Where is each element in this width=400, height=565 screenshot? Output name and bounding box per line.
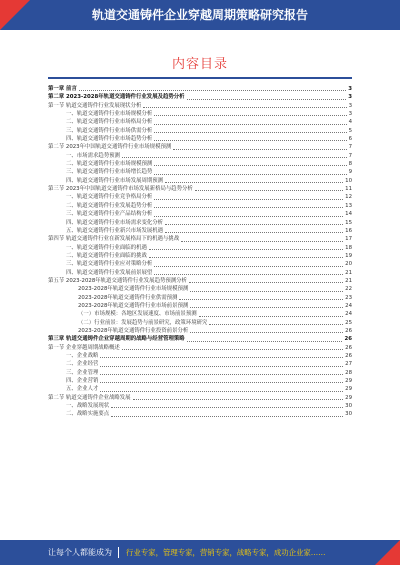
toc-entry[interactable] — [48, 177, 352, 185]
toc-entry-page: 29 — [345, 394, 352, 401]
toc-entry[interactable] — [48, 152, 352, 160]
toc-entry-text: 第三节 2023年中国轨道交通铸件市场发展新格局与趋势分析 — [48, 186, 193, 193]
toc-leader-dots — [179, 299, 343, 300]
toc-entry-text: 三、企业管理 — [66, 369, 99, 376]
toc-entry[interactable] — [48, 193, 352, 201]
toc-entry-text: 二、轨道交通铸件行业市场规模预测 — [66, 161, 153, 168]
toc-entry[interactable] — [48, 302, 352, 310]
toc-entry-page: 14 — [345, 211, 352, 218]
toc-leader-dots — [165, 224, 343, 225]
toc-entry-text: 第二节 轨道交通铸件企业战略发展 — [48, 394, 131, 401]
toc-entry-text: 第一节 轨道交通铸件行业发展现状分析 — [48, 102, 142, 109]
toc-entry-page: 6 — [348, 136, 352, 143]
toc-entry[interactable] — [48, 219, 352, 227]
toc-entry[interactable] — [48, 235, 352, 243]
footer-subtitle: 行业专家，管理专家，营销专家，战略专家，成功企业家…… — [126, 548, 326, 557]
toc-entry-page: 26 — [345, 353, 352, 359]
report-header — [0, 0, 400, 30]
toc-entry-page: 18 — [345, 244, 352, 251]
toc-entry-page: 30 — [345, 403, 352, 410]
toc-entry-text: 2023-2028年轨道交通铸件行业市场规模预测 — [78, 286, 189, 293]
toc-leader-dots — [143, 107, 346, 108]
toc-entry[interactable] — [48, 352, 352, 360]
toc-entry-text: 四、轨道交通铸件行业市场趋势分析 — [66, 136, 153, 143]
toc-entry-text: （一）市场规模：各地区发展速度、市场前景预测 — [78, 311, 197, 318]
toc-entry-page: 30 — [345, 411, 352, 418]
toc-entry[interactable] — [48, 377, 352, 385]
toc-entry[interactable] — [48, 285, 352, 293]
toc-entry[interactable] — [48, 110, 352, 118]
toc-leader-dots — [149, 257, 343, 258]
toc-entry[interactable] — [48, 410, 352, 418]
toc-entry-page: 10 — [345, 177, 352, 184]
toc-leader-dots — [173, 149, 346, 150]
toc-entry-page: 9 — [348, 169, 352, 176]
toc-leader-dots — [122, 157, 347, 158]
toc-entry-page: 26 — [345, 327, 352, 334]
toc-title: 内容目录 — [171, 57, 228, 72]
toc-leader-dots — [154, 274, 343, 275]
report-title: 轨道交通铸件企业穿越周期策略研究报告 — [91, 8, 308, 22]
toc-entry-page: 16 — [345, 227, 352, 234]
toc-entry[interactable] — [48, 269, 352, 277]
toc-entry-text: 第二节 2023年中国轨道交通铸件行业市场规模预测 — [48, 144, 172, 151]
toc-leader-dots — [165, 232, 343, 233]
toc-entry-text: 2023-2028年轨道交通铸件行业供需预测 — [78, 294, 178, 301]
toc-entry-page: 24 — [345, 302, 352, 309]
toc-entry-text: 一、轨道交通铸件行业面临的机遇 — [66, 244, 147, 251]
toc-leader-dots — [154, 266, 343, 267]
toc-leader-dots — [187, 341, 343, 342]
toc-entry-text: 第二章 2023-2028年轨道交通铸件行业发展及趋势分析 — [48, 94, 185, 101]
toc-entry[interactable] — [48, 135, 352, 143]
toc-entry[interactable] — [48, 385, 352, 393]
toc-entry-text: 第五节 2023-2028年轨道交通铸件行业发展趋势预测分析 — [48, 277, 187, 284]
toc-leader-dots — [100, 391, 343, 392]
toc-entry-page: 27 — [345, 361, 352, 368]
toc-leader-dots — [154, 140, 346, 141]
toc-leader-dots — [190, 332, 343, 333]
toc-entry-text: （二）行业前景：发展趋势与前景研究，政策环境研究 — [78, 319, 208, 326]
toc-entry[interactable] — [48, 394, 352, 402]
toc-entry-text: 一、轨道交通铸件行业市场规模分析 — [66, 111, 153, 118]
toc-entry-page: 20 — [345, 261, 352, 268]
toc-entry-page: 3 — [348, 102, 352, 109]
toc-entry-page: 28 — [345, 369, 352, 376]
toc-entry-page: 13 — [345, 202, 352, 209]
toc-entry-text: 第四节 轨道交通铸件行业在新发展格局下的机遇与挑战 — [48, 236, 180, 243]
toc-entry[interactable] — [48, 360, 352, 368]
toc-entry[interactable] — [48, 277, 352, 285]
toc-leader-dots — [111, 416, 343, 417]
toc-entry-page: 21 — [345, 269, 352, 276]
red-corner-decoration — [0, 0, 30, 30]
toc-leader-dots — [100, 382, 343, 383]
toc-entry[interactable] — [48, 143, 352, 151]
toc-entry-page: 19 — [345, 252, 352, 259]
toc-entry-text: 第三章 轨道交通铸件企业穿越周期的战略与经营管理策略 — [48, 336, 185, 343]
toc-entry-page: 12 — [345, 194, 352, 201]
toc-entry-text: 二、轨道交通铸件行业面临的挑战 — [66, 252, 147, 259]
footer-slogan: 让每个人都能成为 — [48, 548, 112, 557]
toc-entry[interactable] — [48, 260, 352, 268]
toc-entry-text: 第一节 企业穿越周期战略概述 — [48, 344, 120, 351]
toc-entry[interactable] — [48, 327, 352, 335]
toc-entry[interactable] — [48, 294, 352, 302]
toc-leader-dots — [154, 165, 346, 166]
toc-entry[interactable] — [48, 344, 352, 352]
toc-leader-dots — [195, 190, 343, 191]
red-corner-decoration-bottom — [375, 540, 400, 565]
toc-entry[interactable] — [48, 93, 352, 101]
toc-entry-text: 一、轨道交通铸件行业竞争格局分析 — [66, 194, 153, 201]
toc-entry-page: 17 — [345, 236, 352, 243]
toc-leader-dots — [111, 407, 343, 408]
toc-leader-dots — [154, 174, 346, 175]
toc-entry-page: 23 — [345, 294, 352, 301]
toc-leader-dots — [133, 399, 344, 400]
toc-entry-text: 五、轨道交通铸件行业新兴市场发展机遇 — [66, 227, 164, 234]
toc-entry-text: 二、轨道交通铸件行业市场格局分析 — [66, 119, 153, 126]
toc-entry-text: 三、轨道交通铸件行业应对策略分析 — [66, 261, 153, 268]
toc-entry[interactable] — [48, 402, 352, 410]
toc-entry-page: 7 — [348, 144, 352, 151]
toc-entry-text: 三、轨道交通铸件行业市场增长趋势 — [66, 169, 153, 176]
toc-entry[interactable] — [48, 244, 352, 252]
toc-entry[interactable] — [48, 85, 352, 93]
toc-entry-text: 三、轨道交通铸件行业产品结构分析 — [66, 211, 153, 218]
toc-entry[interactable] — [48, 185, 352, 193]
toc-entry-page: 22 — [345, 286, 352, 293]
toc-entry-text: 三、轨道交通铸件行业市场供需分析 — [66, 127, 153, 134]
toc-entry[interactable] — [48, 168, 352, 176]
toc-entry-page: 3 — [348, 111, 352, 118]
toc-leader-dots — [154, 132, 346, 133]
toc-entry[interactable] — [48, 118, 352, 126]
toc-entry[interactable] — [48, 227, 352, 235]
toc-entry-page: 26 — [344, 336, 352, 343]
toc-entry-text: 一、企业战略 — [66, 353, 99, 359]
table-of-contents — [48, 85, 352, 543]
toc-entry-page: 5 — [348, 127, 352, 134]
toc-entry-page: 26 — [345, 344, 352, 351]
toc-leader-dots — [122, 349, 343, 350]
toc-entry-page: 4 — [348, 119, 352, 126]
toc-entry-page: 25 — [345, 319, 352, 326]
toc-entry-page: 7 — [348, 152, 352, 159]
toc-entry-text: 二、轨道交通铸件行业发展趋势分析 — [66, 202, 153, 209]
toc-entry[interactable] — [48, 335, 352, 343]
toc-entry-page: 15 — [345, 219, 352, 226]
toc-entry-page: 29 — [345, 378, 352, 385]
toc-leader-dots — [154, 115, 346, 116]
toc-leader-dots — [199, 316, 344, 317]
toc-entry-text: 四、轨道交通铸件行业市场需求变化分析 — [66, 219, 164, 226]
toc-entry[interactable] — [48, 319, 352, 327]
toc-entry-text: 一、市场需求趋势预测 — [66, 152, 120, 159]
toc-entry[interactable] — [48, 252, 352, 260]
toc-entry-text: 五、企业人才 — [66, 386, 99, 393]
toc-entry-page: 3 — [348, 94, 352, 101]
toc-entry-text: 2023-2028年轨道交通铸件行业市场前景预测 — [78, 302, 189, 309]
toc-entry[interactable] — [48, 102, 352, 110]
toc-leader-dots — [154, 207, 343, 208]
toc-leader-dots — [190, 291, 343, 292]
toc-entry-page: 3 — [348, 86, 352, 92]
toc-leader-dots — [154, 216, 343, 217]
toc-leader-dots — [154, 199, 343, 200]
footer-banner — [0, 540, 400, 565]
toc-leader-dots — [187, 99, 347, 100]
toc-leader-dots — [154, 124, 346, 125]
toc-entry[interactable] — [48, 210, 352, 218]
toc-leader-dots — [209, 324, 343, 325]
toc-leader-dots — [189, 282, 343, 283]
title-divider — [48, 77, 352, 79]
toc-entry[interactable] — [48, 369, 352, 377]
toc-entry-page: 21 — [345, 277, 352, 284]
toc-leader-dots — [79, 90, 346, 91]
toc-entry-text: 四、轨道交通铸件行业市场发展周期预测 — [66, 177, 164, 184]
toc-entry-page: 8 — [348, 161, 352, 168]
toc-entry-text: 第一章 前言 — [48, 86, 77, 92]
toc-leader-dots — [100, 357, 343, 358]
toc-entry-page: 11 — [345, 186, 352, 193]
toc-leader-dots — [190, 307, 343, 308]
toc-entry-page: 24 — [345, 311, 352, 318]
toc-entry-text: 二、企业经营 — [66, 361, 99, 368]
toc-entry-text: 2023-2028年轨道交通铸件行业投资前景分析 — [78, 327, 189, 334]
toc-entry-page: 29 — [345, 386, 352, 393]
toc-leader-dots — [165, 182, 343, 183]
toc-leader-dots — [100, 366, 343, 367]
toc-entry-text: 四、轨道交通铸件行业发展前景展望 — [66, 269, 153, 276]
toc-leader-dots — [181, 241, 343, 242]
toc-leader-dots — [149, 249, 343, 250]
toc-entry[interactable] — [48, 310, 352, 318]
footer-divider — [118, 547, 119, 558]
toc-entry[interactable] — [48, 202, 352, 210]
toc-entry[interactable] — [48, 127, 352, 135]
toc-entry-text: 四、企业营销 — [66, 378, 99, 385]
toc-entry[interactable] — [48, 160, 352, 168]
toc-leader-dots — [100, 374, 343, 375]
toc-entry-text: 一、战略发展现状 — [66, 403, 110, 410]
toc-entry-text: 二、战略实施要点 — [66, 411, 110, 418]
